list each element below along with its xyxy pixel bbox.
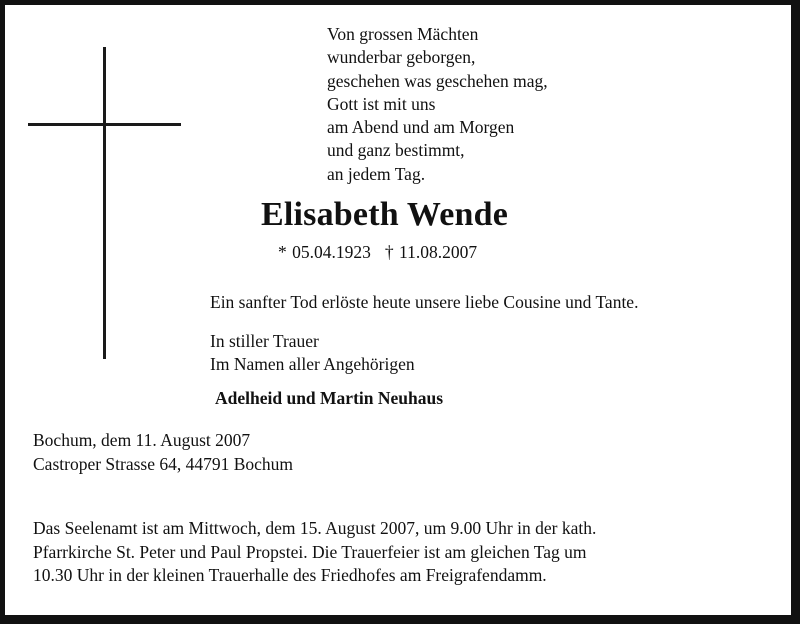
service-line: Pfarrkirche St. Peter und Paul Propstei. Die Trauerfeier ist am gleichen Tag um	[33, 542, 587, 562]
poem-line: Gott ist mit uns	[327, 93, 436, 114]
service-line: Das Seelenamt ist am Mittwoch, dem 15. August 2007, um 9.00 Uhr in der kath.	[33, 518, 597, 538]
poem-line: geschehen was geschehen mag,	[327, 70, 548, 91]
cross-icon-horizontal	[28, 123, 181, 126]
mourning-line: Im Namen aller Angehörigen	[210, 354, 415, 374]
poem-line: an jedem Tag.	[327, 163, 426, 184]
poem-line: und ganz bestimmt,	[327, 140, 465, 161]
life-dates	[278, 242, 477, 263]
poem-line: wunderbar geborgen,	[327, 47, 476, 68]
poem-line: am Abend und am Morgen	[327, 117, 515, 138]
death-date: † 11.08.2007	[384, 242, 478, 262]
deceased-name: Elisabeth Wende	[261, 196, 509, 233]
poem	[327, 23, 548, 186]
announcement-text: Ein sanfter Tod erlöste heute unsere liebe Cousine und Tante.	[210, 292, 639, 312]
cross-icon-vertical	[103, 47, 106, 359]
place-date: Bochum, dem 11. August 2007	[33, 430, 251, 450]
family-names: Adelheid und Martin Neuhaus	[215, 388, 444, 408]
service-line: 10.30 Uhr in der kleinen Trauerhalle des Friedhofes am Freigrafendamm.	[33, 565, 547, 585]
mourning-line: In stiller Trauer	[210, 331, 319, 351]
poem-line: Von grossen Mächten	[327, 24, 479, 44]
birth-date: * 05.04.1923	[278, 242, 371, 262]
address: Castroper Strasse 64, 44791 Bochum	[33, 454, 294, 474]
